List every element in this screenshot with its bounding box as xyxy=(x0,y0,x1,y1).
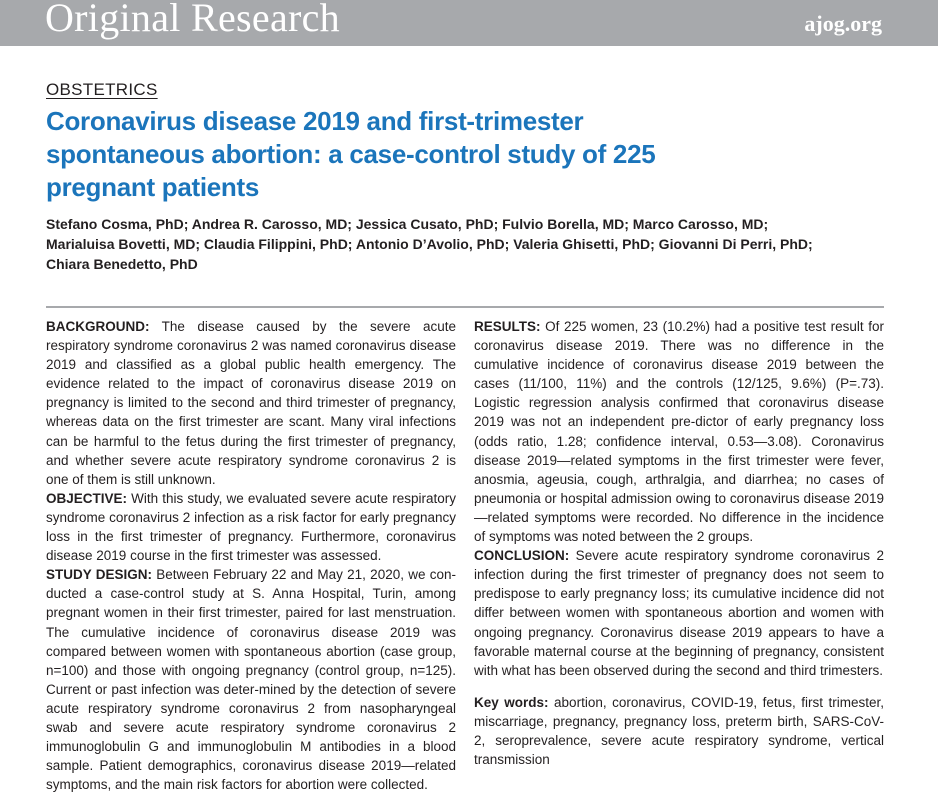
abstract-background xyxy=(46,317,456,489)
article-title xyxy=(46,105,746,204)
results-text: Of 225 women, 23 (10.2%) had a positive test result for coronavirus disease 2019. There was no difference in the cumulative incidence of coronavirus disease 2019 between the cases (11/100, 11%) and the controls (12/125, 9.6%) (P=.73). Logistic regression analysis confirmed that coronavirus disease 2019 was not an independent pre-dictor of early pregnancy loss (odds ratio, 1.28; confidence interval, 0.53—3.08). Coronavirus disease 2019—related symptoms in the first trimester were fever, anosmia, ageusia, cough, arthralgia, and diarrhea; no cases of pneumonia or hospital admission owing to coronavirus disease 2019—related symptoms were recorded. No difference in the incidence of symptoms was noted between the 2 groups. xyxy=(474,319,884,545)
abstract-conclusion xyxy=(474,546,884,680)
keywords-label: Key words: xyxy=(474,694,549,710)
study-design-label: STUDY DESIGN: xyxy=(46,567,153,583)
abstract-column-left xyxy=(46,317,456,794)
divider xyxy=(46,306,884,308)
objective-label: OBJECTIVE: xyxy=(46,490,128,506)
background-label: BACKGROUND: xyxy=(46,319,150,334)
journal-site-link[interactable]: ajog.org xyxy=(804,11,882,36)
title-line: pregnant patients xyxy=(46,172,260,202)
results-label: RESULTS: xyxy=(474,319,541,334)
study-design-text: Between February 22 and May 21, 2020, we con-ducted a case-control study at S. Anna Hospital, Turin, among pregnant women in their first trimester, paired for last menstruation. The cumulative incidence of coronavirus disease 2019 was compared between women with spontaneous abortion (case group, n=100) and those with ongoing pregnancy (control group, n=125). Current or past infection was deter-mined by the detection of severe acute respiratory syndrome coronavirus 2 from nasopharyngeal swab and severe acute respiratory syndrome coronavirus 2 immunoglobulin G and immunoglobulin M antibodies in a blood sample. Patient demographics, coronavirus disease 2019—related symptoms, and the main risk factors for abortion were collected. xyxy=(46,567,456,793)
section-label: OBSTETRICS xyxy=(46,80,158,99)
abstract-keywords xyxy=(474,693,884,769)
author-list xyxy=(46,214,906,274)
background-text: The disease caused by the severe acute respiratory syndrome coronavirus 2 was named coronavirus disease 2019 and classified as a global public health emergency. The evidence related to the impact of coronavirus disease 2019 on pregnancy is limited to the second and third trimester of pregnancy, whereas data on the first trimester are scant. Many viral infections can be harmful to the fetus during the first trimester of pregnancy, and whether severe acute respiratory syndrome coronavirus 2 is one of them is still unknown. xyxy=(46,319,456,487)
author-line: Chiara Benedetto, PhD xyxy=(46,256,198,272)
author-line: Stefano Cosma, PhD; Andrea R. Carosso, MD; Jessica Cusato, PhD; Fulvio Borella, MD; Marco Carosso, MD; xyxy=(46,216,769,232)
abstract-study-design xyxy=(46,565,456,794)
conclusion-label: CONCLUSION: xyxy=(474,548,570,564)
abstract-column-right xyxy=(474,317,884,769)
title-line: Coronavirus disease 2019 and first-trimester xyxy=(46,106,584,136)
abstract-objective xyxy=(46,489,456,565)
abstract-results xyxy=(474,317,884,546)
objective-text: With this study, we evaluated severe acute respiratory syndrome coronavirus 2 infection as a risk factor for early pregnancy loss in the first trimester of pregnancy. Furthermore, coronavirus disease 2019 course in the first trimester was assessed. xyxy=(46,490,456,564)
author-line: Marialuisa Bovetti, MD; Claudia Filippini, PhD; Antonio D’Avolio, PhD; Valeria Ghisetti, PhD; Giovanni Di Perri, PhD; xyxy=(46,236,813,252)
banner-title: Original Research xyxy=(45,0,340,40)
title-line: spontaneous abortion: a case-control study of 225 xyxy=(46,139,656,169)
conclusion-text: Severe acute respiratory syndrome coronavirus 2 infection during the first trimester of pregnancy does not seem to predispose to early pregnancy loss; its cumulative incidence did not differ between women with spontaneous abortion and women with ongoing pregnancy. Coronavirus disease 2019 appears to have a favorable maternal course at the beginning of pregnancy, consistent with what has been observed during the second and third trimesters. xyxy=(474,548,884,678)
keywords-text: abortion, coronavirus, COVID-19, fetus, first trimester, miscarriage, pregnancy, pregnancy loss, preterm birth, SARS-CoV-2, seroprevalence, severe acute respiratory syndrome, vertical transmission xyxy=(474,694,884,768)
journal-banner xyxy=(0,0,938,46)
